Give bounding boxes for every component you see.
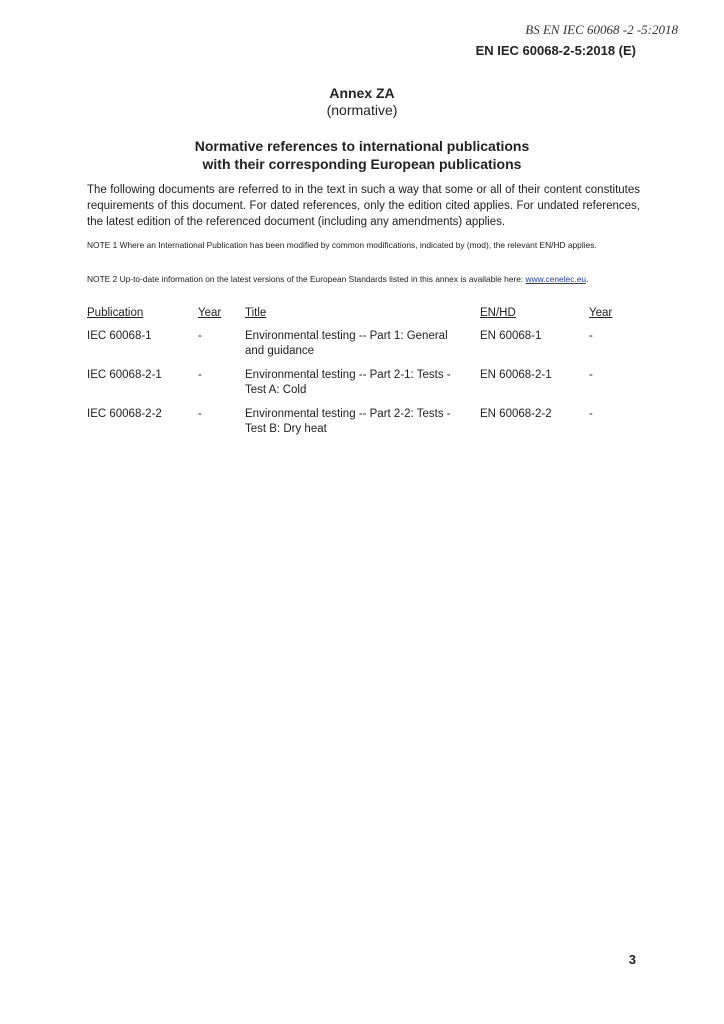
section-title: [0, 137, 724, 173]
cell-publication: IEC 60068-2-2: [87, 408, 162, 420]
cell-publication: IEC 60068-2-1: [87, 369, 162, 381]
cell-year: -: [198, 369, 202, 381]
cell-title: [245, 329, 480, 368]
bs-standard-reference: BS EN IEC 60068 -2 -5:2018: [525, 22, 678, 37]
cell-year: -: [198, 330, 202, 342]
en-standard-reference: EN IEC 60068-2-5:2018 (E): [475, 43, 636, 58]
section-title-line-2: with their corresponding European publications: [202, 156, 522, 172]
cell-title-line-1: Environmental testing -- Part 1: General: [245, 330, 448, 342]
cell-title: [245, 407, 480, 446]
cell-title-line-2: Test A: Cold: [245, 384, 307, 396]
header-publication: Publication: [87, 307, 144, 319]
cenelec-link[interactable]: www.cenelec.eu: [525, 274, 587, 284]
header-title: Title: [245, 307, 267, 319]
table-row: [87, 329, 629, 368]
cell-title-line-1: Environmental testing -- Part 2-2: Tests -: [245, 408, 451, 420]
annex-title: Annex ZA: [329, 85, 395, 101]
table-row: [87, 407, 629, 446]
page-number: 3: [628, 952, 636, 967]
cell-en-hd: EN 60068-1: [480, 330, 542, 342]
cell-en-year: -: [589, 330, 593, 342]
cell-title-line-2: Test B: Dry heat: [245, 423, 327, 435]
normative-references-table: [87, 307, 629, 446]
note-1: NOTE 1 Where an International Publication has been modified by common modifications, indicated by (mod), the relevant EN/HD applies.: [87, 240, 597, 250]
cell-year: -: [198, 408, 202, 420]
annex-subtitle: (normative): [326, 102, 398, 118]
cell-en-hd: EN 60068-2-2: [480, 408, 552, 420]
cell-title: [245, 368, 480, 407]
header-en-hd: EN/HD: [480, 307, 516, 319]
note-2-end: .: [586, 274, 589, 284]
cell-title-line-1: Environmental testing -- Part 2-1: Tests -: [245, 369, 451, 381]
cell-en-year: -: [589, 408, 593, 420]
cell-title-line-2: and guidance: [245, 345, 315, 357]
table-header-row: [87, 307, 629, 329]
intro-paragraph: The following documents are referred to in the text in such a way that some or all of their content constitutes requirements of this document. For dated references, only the edition cited applies. For undated references, the latest edition of the referenced document (including any amendments) applies.: [87, 184, 640, 228]
note-2: [87, 274, 640, 285]
header-en-year: Year: [589, 307, 613, 319]
header-year: Year: [198, 307, 222, 319]
table-row: [87, 368, 629, 407]
cell-publication: IEC 60068-1: [87, 330, 152, 342]
note-2-text: NOTE 2 Up-to-date information on the latest versions of the European Standards listed in this annex is available here:: [87, 274, 526, 284]
cell-en-hd: EN 60068-2-1: [480, 369, 552, 381]
cell-en-year: -: [589, 369, 593, 381]
section-title-line-1: Normative references to international publications: [194, 138, 530, 154]
